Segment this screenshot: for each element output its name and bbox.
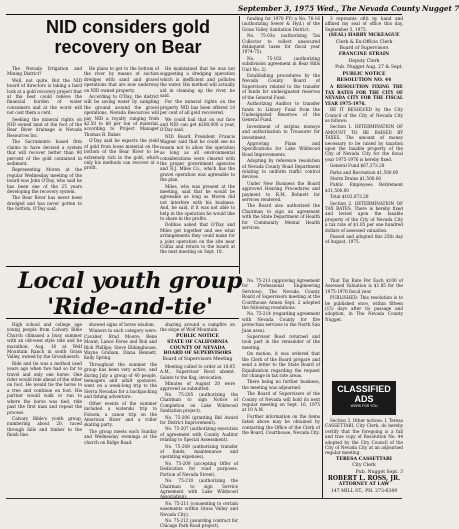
paragraph: According to O'Day, the district will be saving water by sampling the ground around the gravel operations. Nevada Resources will pay NID a royalty ranging from $2.50 to $8 per ton of material, according to Project Manager Thomas R. Baker. xyxy=(84,94,159,137)
paragraph: No. 75-212 (awarding contract for Chicago Park Road project). xyxy=(160,517,238,529)
paragraph: Representing Moren at the regular Wednesday meeting of the board was John O'Day, who said he has been one of the 25 years developing the recovery system. xyxy=(7,167,82,194)
notice-heading: PUBLIC NOTICE xyxy=(342,71,386,77)
paragraph: There being no further business, the meeting was adjourned. xyxy=(242,379,320,390)
story1-column-2 xyxy=(84,66,159,266)
paragraph: On motion, it was ordered that the Clerk of the Board prepare and send a letter to the State Board of Equalization regarding the request for change in tax rate areas. xyxy=(242,351,320,378)
story-headline-nid: NID considers gold recovery on Bear xyxy=(45,17,211,57)
paragraph: BE IT RESOLVED by the City Council of the City of Nevada City as follows: xyxy=(325,107,403,123)
notice-subheading: STATE OF CALIFORNIA COUNTY OF NEVADA BOARD OF SUPERVISORS xyxy=(163,340,232,357)
notice-meeting: Board of Supervisors Meeting xyxy=(162,357,233,363)
classified-ads-box xyxy=(332,381,396,415)
header-rule xyxy=(6,14,402,15)
notice-heading: PUBLIC NOTICE xyxy=(176,333,219,339)
paragraph: Section 1. DETERMINATION OF AMOUNT TO BE RAISED BY TAXES. The amount of money necessary to be raised by taxation upon the taxable property of the City of Nevada City for the fiscal year 1975-1976 is hereby fixed. xyxy=(325,124,403,162)
paragraph: Storm Drains $1,500.00 xyxy=(330,175,382,181)
story2-column-1 xyxy=(7,322,82,498)
paragraph: The group meets each Sunday and Wednesday evenings at the church on Ridge Road. xyxy=(84,428,157,445)
paragraph: He plans to get to the bottom of the river by means of suction dredges with sand and gravel operations that are now underway on NID owned property. xyxy=(84,66,159,93)
clerk-certification xyxy=(325,418,403,498)
paragraph: Section 2. DETERMINATION OF TAX RATES. There is hereby fixed and levied upon the taxable property of the City of Nevada City a tax rate of $1.85 per one hundred dollars of assessed valuation. xyxy=(325,200,403,233)
paragraph: No. 75-211 (consenting to certain easements within Grass Valley and Nevada City). xyxy=(160,500,238,517)
attorney-title: ATTORNEY AT LAW xyxy=(338,482,390,488)
paragraph: Parks and Recreation $1,500.00 xyxy=(330,169,399,175)
paragraph: Throughout the summer the group has been very active, and during July a group of 40 people, teenagers and adult sponsors, went on a week-long trip to the Sierra Nevadas for a backpacking and fishing adventure. xyxy=(84,361,157,400)
paragraph: Winners in each category were: Cavalier, Brad Moore; Rene Mount, Lance Feroe and Bob and Rick Phillips; Steve Ebbinghouse, Wayne Graham, Diana Bennett, Kelly Spring. xyxy=(84,328,157,361)
story2-column-2 xyxy=(84,322,157,498)
paragraph: The Sacramento based firm claims to have devised a system that will recover better than 90 percent of the gold contained in sediment. xyxy=(7,139,82,166)
attorney-name: ROBERT L. ROSS, JR. xyxy=(327,475,401,483)
signature-line: FRANCINE STRAIN xyxy=(338,52,390,58)
paragraph: funding for 1978 FY) a No. 76-16 (authorizing Sewer & Hyd.) of the Grass Valley Sanitation District. xyxy=(242,16,320,32)
paragraph: No. 75-03a (authorizing Tax Collector to collect unsecured delinquent taxes for fiscal year 1974-75). xyxy=(242,33,320,55)
paragraph: No. 75-102 (authorizing subdivision agreement in Bear Hills Unit No. 2). xyxy=(242,55,320,72)
public-notice-header xyxy=(160,322,235,392)
paragraph: Authorizing Auditor to transfer funds to Library Fund from the Undesignated Reserves of the General Fund. xyxy=(242,101,320,123)
paragraph: Seeking the mineral rights on NID owned land at the foot of the Bear River drainage is Nevada Resources Inc. xyxy=(7,116,82,138)
paragraph: Total $102,873.28 xyxy=(330,194,369,200)
paragraph: Public Employees Retirement $31,500.00 xyxy=(325,182,403,193)
paragraph: PUBLISHED: This resolution is to be published once, within fifteen (15) days after its passage and adoption, in The Nevada County Nugget. xyxy=(325,295,403,322)
paragraph: That Tax Rate Per Each $100 of Assessed Valuation is $1.85 for the 1975-1976 fiscal year. xyxy=(325,278,403,294)
classified-title-ads: ADS xyxy=(354,394,374,404)
paragraph: For the mineral rights on the property NID has been offered 10 per cent of all gold recovered. xyxy=(160,99,235,116)
paragraph: A RESOLUTION FIXING THE TAX RATES FOR THE CITY OF NEVADA CITY FOR THE FISCAL YEAR 1975-1976. xyxy=(325,84,403,106)
story1-column-3 xyxy=(160,66,235,266)
paragraph: No. 75-208 (authorizing transfer of funds, maintenance and operating expenses). xyxy=(160,443,238,460)
signature-line: Clerk & Ex-Officio Clerk xyxy=(335,39,393,45)
story-headline-ride-and-tie: Local youth group 'Ride-and-tie' xyxy=(17,268,243,320)
paragraph: Calvary Bible's youth group, numbering about 20, raced through hills and timber to the finish line. xyxy=(7,415,82,438)
paragraph: Dobbas asked that O'Day and Miles get together and see what arrangements they could make for a joint operation on the site near Colfax and return to the board at the next meeting on Sept. 18. xyxy=(160,222,235,255)
classified-title: CLASSIFIED xyxy=(337,384,391,394)
legal-notice-column xyxy=(242,16,320,252)
signature-line: (SEAL) HARRY MCKEAGUE xyxy=(328,33,400,39)
paragraph: Minutes of August 20 were approved as submitted. xyxy=(160,381,235,392)
paragraph: Adopting by reference resolution of Nevada County Road Department relating to uniform traffic control devices. xyxy=(242,158,320,180)
paragraph: O'Day said he expects the yield of gold from loose material on the bottom of the Bear River to be extremely rich in the gold, which only his methods can recover at a profit. xyxy=(84,138,159,171)
paragraph: showed signs of horse wisdom. xyxy=(89,322,155,327)
paragraph: The Board of Supervisors of the County of Nevada will hold its next regular meeting on Sept. 16, 1975 at 10 A.M. xyxy=(242,391,320,413)
resolution-number: RESOLUTION NO. 44 xyxy=(336,78,392,84)
paragraph: Under New Business the Board approved Hearing Procedures and payment to R.M. Bohnett for services rendered. xyxy=(242,180,320,202)
paragraph: Other events of the summer included a waterski trip to Folsom, a canoe trip on the American River and a roller skating party. xyxy=(84,400,157,428)
story1-column-1 xyxy=(7,66,82,266)
paragraph: The Board also authorized the Chairman to sign an agreement with the State Department of Health for Community Mental Health services. xyxy=(242,203,320,231)
paragraph: No. 75-210 (authorizing the Chairman to sign Service Agreement with Lake Wildwood Association). xyxy=(160,478,238,500)
paragraph: We could bail that on our face and NID can get $200,000 a year, O'Day said. xyxy=(160,116,235,133)
signature-line: TERESA CASSETTARI xyxy=(336,456,392,462)
classified-subtitle: WORK FOR YOU xyxy=(350,404,378,408)
resolution-column xyxy=(325,16,403,276)
paragraph: Ride and tie was a method used years ago when two had so far to travel and only one horse. One rider would ride ahead of the other on foot. He would tie the horse to a tree and continue on foot. His partner would walk or run to where the horse was tied, ride past the first man and repeat the process. xyxy=(7,360,82,415)
paragraph: General Fund $67,373.28 xyxy=(330,163,385,169)
paragraph: Supervisor Rood returned and took part in the remainder of the meeting. xyxy=(242,334,320,350)
paragraph: High school and college age young people from Calvary Bible Church climaxed a busy summer with an old-west style ride and tie marathon, Aug. 16 at Wolf Mountain Ranch in south Grass Valley, owned by the Grosshuesch. xyxy=(7,322,82,360)
footer-rule xyxy=(6,498,402,499)
paragraph: No. 75-207 (authorizing execution of agreement with County Auditor relating to Special Assessment). xyxy=(160,426,238,443)
paragraph: Investment of surplus moneys and authorization to Treasurer for investment. xyxy=(242,123,320,140)
signature-line: Board of Supervisors xyxy=(339,46,389,52)
paragraph: No. 75-213 (approving Agreement for Professional Engineering Services). The Nevada County Board of Supervisors meeting at the Courthouse Annex Sept. 2 adopted the following resolutions. xyxy=(242,278,320,311)
column-divider xyxy=(322,16,323,498)
page-header: September 3, 1975 Wed., The Nevada County Nugget 7 xyxy=(238,4,459,13)
paragraph: Passed and adopted this 25th day of August, 1975. xyxy=(325,234,403,245)
attorney-address: 147 MILL ST., PH. 273-6349 xyxy=(330,488,398,494)
paragraph: Approving Plans and Specifications for Lake Wildwood Road Improvements. xyxy=(242,140,320,157)
section-divider xyxy=(6,266,239,267)
public-notice-body xyxy=(160,392,238,529)
paragraph: NID Board President Francis Wagner said that he could see no reason not to allow the operation as long as all environmental considerations were cleared with the proper government agencies and R.J. Miles Co., which has the gravel operation was agreeable to the plan. xyxy=(160,133,235,183)
paragraph: No. 75-206 (granting Bid Award for District Improvement). xyxy=(160,414,238,426)
paragraph: No. 75-209 (accepting Offer of Dedication for road purposes, Portion of Nevada Street). xyxy=(160,460,238,477)
paragraph: Section 3. Other notices: I, Teresa CASSETTARI, City Clerk, do hereby certify that the foregoing is a full and true copy of Resolution No. 44 adopted by the City Council of the City of Nevada City at an adjourned regular meeting. xyxy=(325,418,403,456)
paragraph: He maintained that he was not suggesting a dredging operation which is inefficient and pollutes the water. His method will actually aid in cleaning up the river, he said. xyxy=(160,66,235,99)
signature-line: Deputy Clerk xyxy=(348,58,380,64)
paragraph: Establishing procedures by the Nevada County Board of Supervisors related to the transfer of funds for undesignated reserves of the General Fund. xyxy=(242,73,320,100)
paragraph: Further information on the items listed above may be obtained by contacting the Office of the Clerk of the Board, Courthouse, Nevada City. xyxy=(242,413,320,435)
paragraph: The Bear River has never been dredged and has never gotten to the bottom, O'Day said. xyxy=(7,195,82,212)
resolution-continuation xyxy=(325,278,403,378)
paragraph: No. 75-205 (authorizing the Chairman to sign Notice of Completion on Lake Wildwood Sanitation project). xyxy=(160,392,238,414)
paragraph: Miles, who was present at the meeting, said that he would be agreeable as long as Moren did not interfere with his business. And, he said, if it was not able to help in the operation he would like to share in the profits. xyxy=(160,183,235,221)
column-divider xyxy=(239,16,240,274)
paragraph: No. 75-214 (regarding agreement with Nevada County for fire protection services to the North San Juan area). xyxy=(242,311,320,333)
signature-line: City Clerk xyxy=(352,463,376,469)
notice-continuation xyxy=(242,278,320,498)
publication-line: Pub. Nugget Sept. 3 xyxy=(355,469,403,475)
paragraph: 3 reprsonts ofiti ny hand and affixed my seal of office this day, September 3, 1975. xyxy=(325,16,403,32)
paragraph: The Nevada Irrigation and Mining District? xyxy=(7,66,82,77)
publication-line: Pub. Nugget Aug. 27 & Sept. xyxy=(335,65,403,71)
paragraph: sharing around a campfire on the slope of Wolf Mountain. xyxy=(160,322,235,333)
paragraph: Well, not quite. But the NID board of directors is taking a hard look at a gold recovery project that at the best could relieve the financial burden of water consumers and at the worst will not cost them a cent. xyxy=(7,77,82,116)
paragraph: Meeting called to order at 10:05 A.M., Supervisor Rood absent. Salute to the flag, invocation. xyxy=(160,363,235,380)
